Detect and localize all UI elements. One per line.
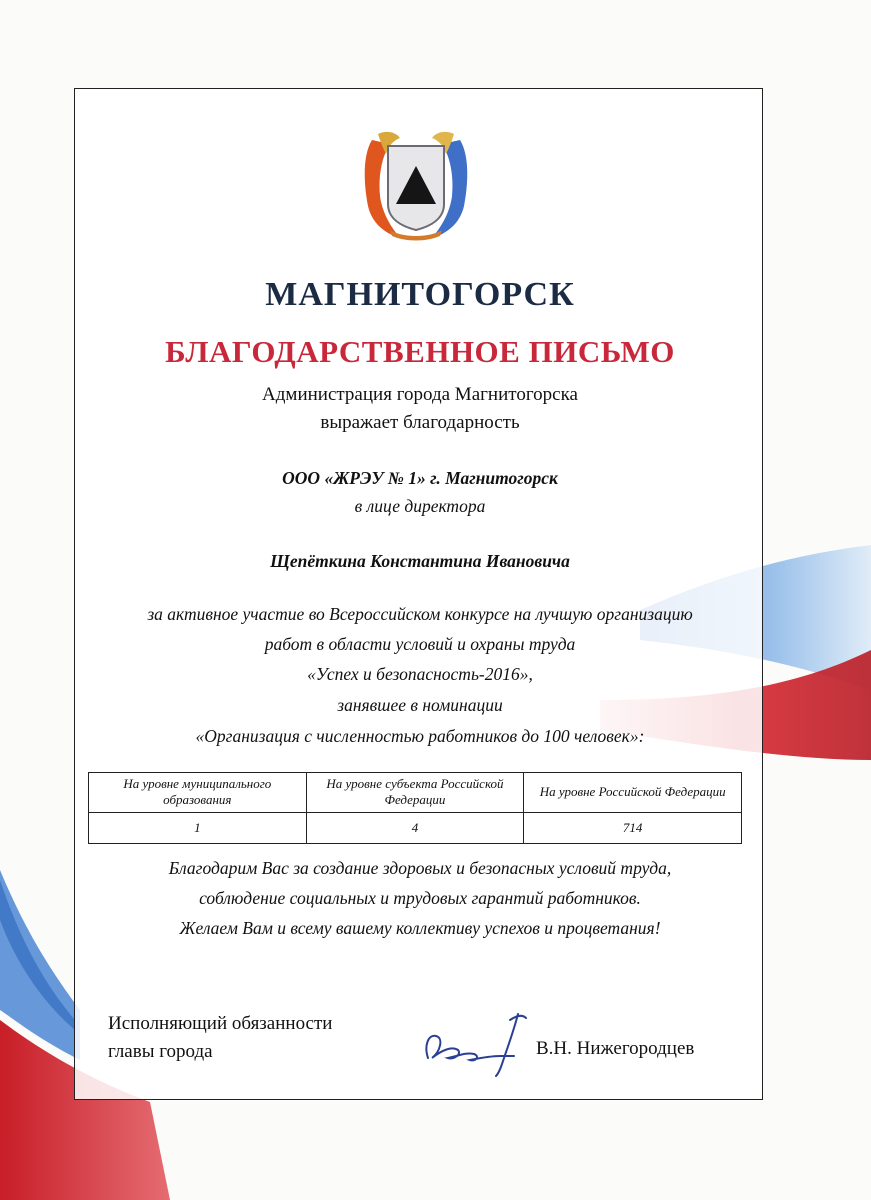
person-name: Щепёткина Константина Ивановича xyxy=(270,551,570,571)
table-header-row xyxy=(89,773,742,813)
contest-name: «Успех и безопасность-2016», xyxy=(307,664,533,684)
signatory-role-line-1: Исполняющий обязанности xyxy=(108,1013,333,1034)
value-federation: 714 xyxy=(524,812,742,843)
gratitude-line: выражает благодарность xyxy=(320,412,520,433)
nomination-name: «Организация с численностью работников до 100 человек»: xyxy=(195,726,645,746)
issuer-line: Администрация города Магнитогорска xyxy=(262,384,578,405)
closing-line-3: Желаем Вам и всему вашему коллективу успехов и процветания! xyxy=(179,918,661,938)
organization-name: ООО «ЖРЭУ № 1» г. Магнитогорск xyxy=(282,468,558,488)
closing-line-2: соблюдение социальных и трудовых гарантий работников. xyxy=(199,888,641,908)
signatory-role xyxy=(108,1010,398,1066)
value-federal-subject: 4 xyxy=(306,812,524,843)
header-municipal: На уровне муниципального образования xyxy=(89,773,307,813)
document-title: БЛАГОДАРСТВЕННОЕ ПИСЬМО xyxy=(165,334,675,369)
represented-by: в лице директора xyxy=(354,496,486,516)
results-table xyxy=(88,772,742,844)
value-municipal: 1 xyxy=(89,812,307,843)
reason-line-2: работ в области условий и охраны труда xyxy=(264,634,576,654)
closing-line-1: Благодарим Вас за создание здоровых и безопасных условий труда, xyxy=(168,858,672,878)
signatory-name: В.Н. Нижегородцев xyxy=(536,1038,695,1059)
handwritten-signature xyxy=(418,1006,538,1078)
signatory-role-line-2: главы города xyxy=(108,1041,213,1062)
header-federal-subject: На уровне субъекта Российской Федерации xyxy=(306,773,524,813)
reason-line-4: занявшее в номинации xyxy=(337,695,503,715)
table-row xyxy=(89,812,742,843)
city-coat-of-arms-icon xyxy=(360,126,472,242)
city-heading: МАГНИТОГОРСК xyxy=(265,276,575,313)
reason-line-1: за активное участие во Всероссийском конкурсе на лучшую организацию xyxy=(147,604,693,624)
header-federation: На уровне Российской Федерации xyxy=(524,773,742,813)
